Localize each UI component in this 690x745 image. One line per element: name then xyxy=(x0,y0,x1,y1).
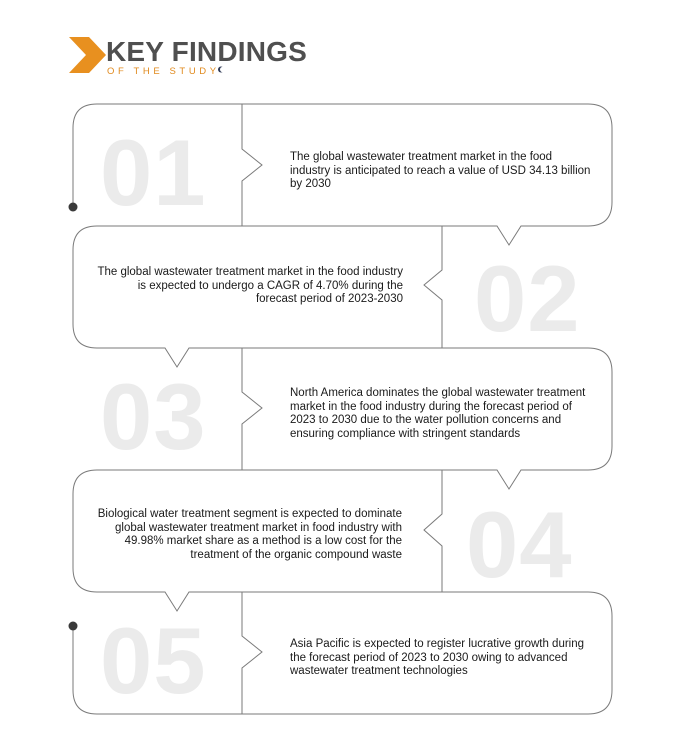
finding-number-5: 05 xyxy=(100,608,207,713)
timeline-end-dot xyxy=(69,622,78,631)
finding-number-2: 02 xyxy=(474,246,581,351)
finding-text-1: The global wastewater treatment market in the food industry is anticipated to reach a value of USD 34.13 billion by 2030 xyxy=(290,151,591,190)
page-subtitle: OF THE STUDY xyxy=(107,66,220,77)
finding-text-5: Asia Pacific is expected to register lucrative growth during the forecast period of 2023 to 2030 owing to advanced wastewater treatment technologies xyxy=(290,638,585,677)
divider-2 xyxy=(424,226,442,348)
finding-text-2: The global wastewater treatment market in the food industry is expected to undergo a CAGR of 4.70% during the forecast period of 2023-2030 xyxy=(97,266,403,305)
divider-4 xyxy=(424,470,442,592)
logo-chevron-icon xyxy=(69,37,106,73)
finding-number-3: 03 xyxy=(100,364,207,469)
divider-3 xyxy=(242,348,262,470)
finding-text-4: Biological water treatment segment is expected to dominate global wastewater treatment market in food industry with 49.98% market share as a method is a low cost for the treatment of the organic compound waste xyxy=(97,508,402,561)
divider-1 xyxy=(242,104,262,226)
finding-text-3: North America dominates the global wastewater treatment market in the food industry during the forecast period of 2023 to 2030 due to the water pollution concerns and ensuring compliance with stringent standards xyxy=(290,387,586,440)
timeline-start-dot xyxy=(69,203,78,212)
finding-number-4: 04 xyxy=(466,492,573,597)
finding-number-1: 01 xyxy=(100,120,207,225)
divider-5 xyxy=(242,592,262,714)
page-title: KEY FINDINGS xyxy=(106,36,308,67)
